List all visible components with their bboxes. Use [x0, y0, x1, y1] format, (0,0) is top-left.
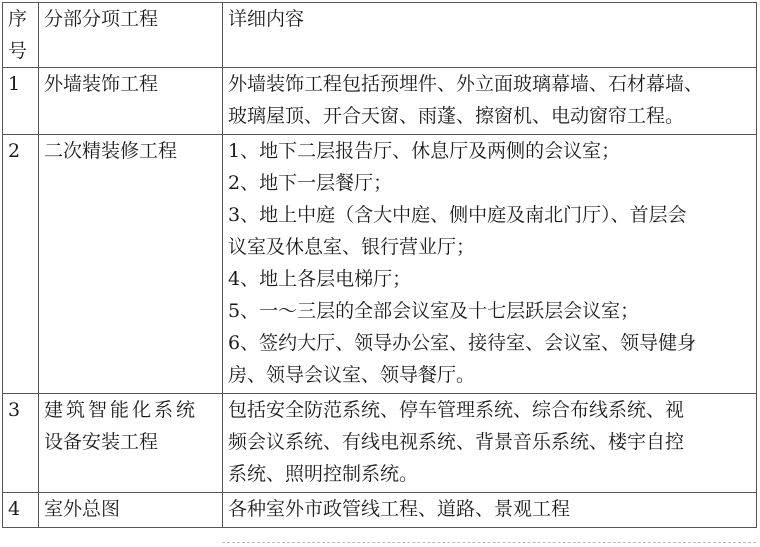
- detail-line: 6、签约大厅、领导办公室、接待室、会议室、领导健身: [228, 332, 697, 354]
- row-no-cell: [3, 68, 39, 135]
- detail-line: 1、地下二层报告厅、休息厅及两侧的会议室；: [228, 140, 621, 162]
- row-item-line: 建筑智能化系统: [44, 399, 199, 421]
- table-row: [3, 394, 757, 493]
- table-row: [3, 68, 757, 135]
- table-row: [3, 135, 757, 394]
- detail-line: 系统、照明控制系统。: [228, 463, 419, 485]
- header-no-line1: 序: [8, 8, 28, 30]
- row-item-cell: [39, 493, 223, 528]
- detail-line: 房、领导会议室、领导餐厅。: [228, 364, 476, 386]
- row-item: 外墙装饰工程: [44, 73, 159, 95]
- row-detail-cell: [223, 68, 757, 135]
- detail-line: 各种室外市政管线工程、道路、景观工程: [228, 498, 571, 520]
- scope-table: [2, 2, 757, 528]
- row-item-cell: [39, 394, 223, 493]
- header-no-line2: 号: [8, 40, 28, 62]
- detail-line: 3、地上中庭（含大中庭、侧中庭及南北门厅）、首层会: [228, 204, 687, 226]
- row-item-line: 设备安装工程: [44, 431, 159, 453]
- detail-line: 玻璃屋顶、开合天窗、雨蓬、擦窗机、电动窗帘工程。: [228, 105, 685, 127]
- detail-line: 议室及休息室、银行营业厅；: [228, 236, 476, 258]
- header-no-cell: [3, 3, 39, 68]
- row-detail-cell: [223, 493, 757, 528]
- row-detail-cell: [223, 394, 757, 493]
- row-no: 2: [8, 140, 21, 162]
- detail-line: 5、一～三层的全部会议室及十七层跃层会议室；: [228, 300, 640, 322]
- row-no: 3: [8, 399, 21, 421]
- detail-line: 4、地上各层电梯厅；: [228, 268, 412, 290]
- detail-line: 频会议系统、有线电视系统、背景音乐系统、楼宇自控: [228, 431, 685, 453]
- table-header-row: [3, 3, 757, 68]
- row-no: 1: [8, 73, 21, 95]
- detail-line: 外墙装饰工程包括预埋件、外立面玻璃幕墙、石材幕墙、: [228, 73, 704, 95]
- header-item-label: 分部分项工程: [44, 8, 159, 30]
- row-no-cell: [3, 493, 39, 528]
- header-detail-cell: [223, 3, 757, 68]
- row-detail-cell: [223, 135, 757, 394]
- row-no: 4: [8, 498, 21, 520]
- row-no-cell: [3, 394, 39, 493]
- detail-line: 包括安全防范系统、停车管理系统、综合布线系统、视: [228, 399, 685, 421]
- header-detail-label: 详细内容: [228, 8, 305, 30]
- row-item: 室外总图: [44, 498, 121, 520]
- row-item-cell: [39, 135, 223, 394]
- dashed-divider: [222, 542, 756, 543]
- header-item-cell: [39, 3, 223, 68]
- row-no-cell: [3, 135, 39, 394]
- detail-line: 2、地下一层餐厅；: [228, 172, 393, 194]
- row-item: 二次精装修工程: [44, 140, 178, 162]
- table-row: [3, 493, 757, 528]
- row-item-cell: [39, 68, 223, 135]
